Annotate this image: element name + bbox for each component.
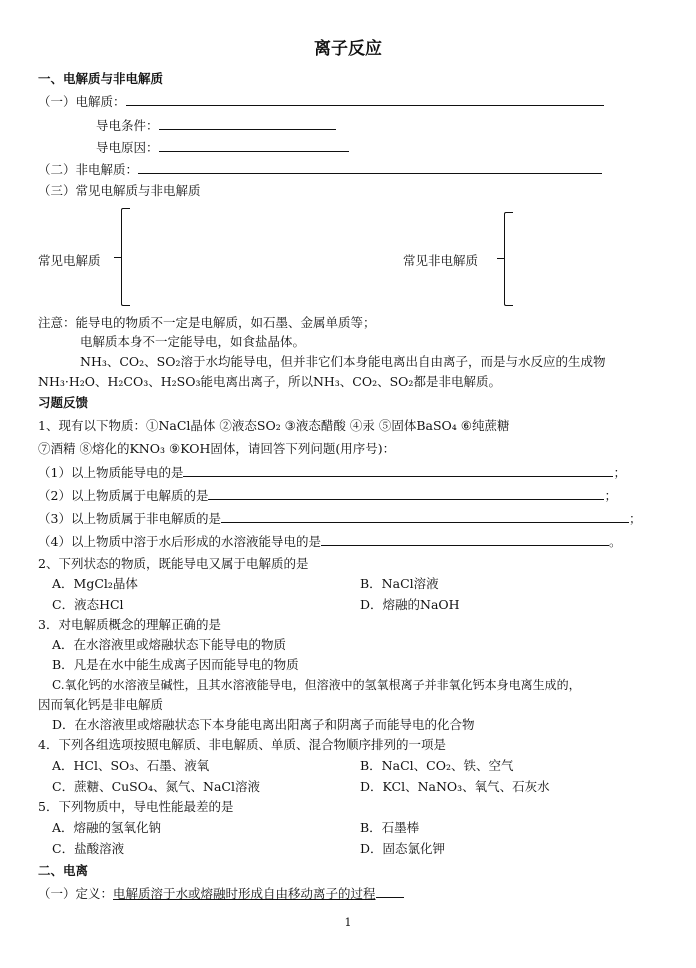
ionization-definition-line: （一）定义：电解质溶于水或熔融时形成自由移动离子的过程 [38,884,404,903]
q2-option-c: C．液态HCl [52,597,124,612]
q3-option-c-line-1: C.氧化钙的水溶液呈碱性，且其水溶液能导电，但溶液中的氢氧根离子并非氧化钙本身电离生成的， [52,678,581,692]
q4-option-c: C．蔗糖、CuSO₄、氮气、NaCl溶液 [52,779,260,794]
question-1-line-b: ⑦酒精 ⑧熔化的KNO₃ ⑨KOH固体，请回答下列问题(用序号)： [38,441,396,456]
note-line-3a: NH₃、CO₂、SO₂溶于水均能导电，但并非它们本身能电离出自由离子，而是与水反应的生成物 [80,354,606,369]
section-heading-electrolytes: 一、电解质与非电解质 [38,71,164,86]
question-5: 5．下列物质中，导电性能最差的是 [38,799,234,814]
q3-option-b: B．凡是在水中能生成离子因而能导电的物质 [52,657,299,672]
question-1-part-4: （4）以上物质中溶于水后形成的水溶液能导电的是 。 [38,534,622,549]
page-number: 1 [344,916,352,929]
left-brace-tip [114,257,121,258]
q2-option-d: D．熔融的NaOH [360,597,460,612]
q4-option-b: B．NaCl、CO₂、铁、空气 [360,758,514,773]
answer-blank [138,160,602,174]
answer-blank [321,532,609,546]
exercise-heading: 习题反馈 [38,395,89,410]
section-heading-ionization: 二、电离 [38,863,89,878]
note-line-3b: NH₃·H₂O、H₂CO₃、H₂SO₃能电离出离子，所以NH₃、CO₂、SO₂都是非电解质。 [38,374,501,389]
common-electrolyte-label: 常见电解质 [38,253,101,268]
common-nonelectrolyte-label: 常见非电解质 [403,253,479,268]
note-line-1: 注意：能导电的物质不一定是电解质，如石墨、金属单质等； [38,315,376,330]
question-1-part-2: （2）以上物质属于电解质的是 ； [38,488,617,503]
note-line-2: 电解质本身不一定能导电，如食盐晶体。 [80,334,306,349]
q3-option-c-line-2: 因而氧化钙是非电解质 [38,697,164,712]
question-1-line-a: 1、现有以下物质：①NaCl晶体 ②液态SO₂ ③液态醋酸 ④汞 ⑤固体BaSO₄ ⑥纯蔗糖 [38,418,510,433]
electrolyte-definition-line: （一）电解质： [38,92,604,111]
q2-option-b: B．NaCl溶液 [360,576,439,591]
question-1-part-1: （1）以上物质能导电的是 ； [38,465,626,480]
conduction-reason-line: 导电原因： [96,138,349,157]
conduction-condition-line: 导电条件： [96,116,336,135]
question-3: 3．对电解质概念的理解正确的是 [38,617,221,632]
question-4: 4．下列各组选项按照电解质、非电解质、单质、混合物顺序排列的一项是 [38,737,446,752]
question-1-part-3: （3）以上物质属于非电解质的是 ； [38,511,642,526]
right-brace [504,212,513,306]
answer-blank [159,138,349,152]
answer-blank [376,884,404,898]
q3-option-a: A．在水溶液里或熔融状态下能导电的物质 [52,637,287,652]
q2-option-a: A．MgCl₂晶体 [52,576,138,591]
q4-option-d: D．KCl、NaNO₃、氧气、石灰水 [360,779,550,794]
q5-option-a: A．熔融的氢氧化钠 [52,820,162,835]
common-types-heading: （三）常见电解质与非电解质 [38,183,201,198]
answer-blank [221,509,629,523]
q5-option-d: D．固态氯化钾 [360,841,446,856]
q3-option-d: D．在水溶液里或熔融状态下本身能电离出阳离子和阴离子而能导电的化合物 [52,717,475,732]
page-title: 离子反应 [314,39,382,59]
q4-option-a: A．HCl、SO₃、石墨、液氧 [52,758,210,773]
answer-blank [159,116,336,130]
left-brace [121,208,130,306]
right-brace-tip [497,258,504,259]
answer-blank [183,463,613,477]
ionization-definition-text: 电解质溶于水或熔融时形成自由移动离子的过程 [113,886,376,901]
question-2: 2、下列状态的物质，既能导电又属于电解质的是 [38,556,309,571]
q5-option-c: C．盐酸溶液 [52,841,125,856]
q5-option-b: B．石墨棒 [360,820,420,835]
answer-blank [208,486,604,500]
answer-blank [126,92,604,106]
nonelectrolyte-definition-line: （二）非电解质： [38,160,602,179]
